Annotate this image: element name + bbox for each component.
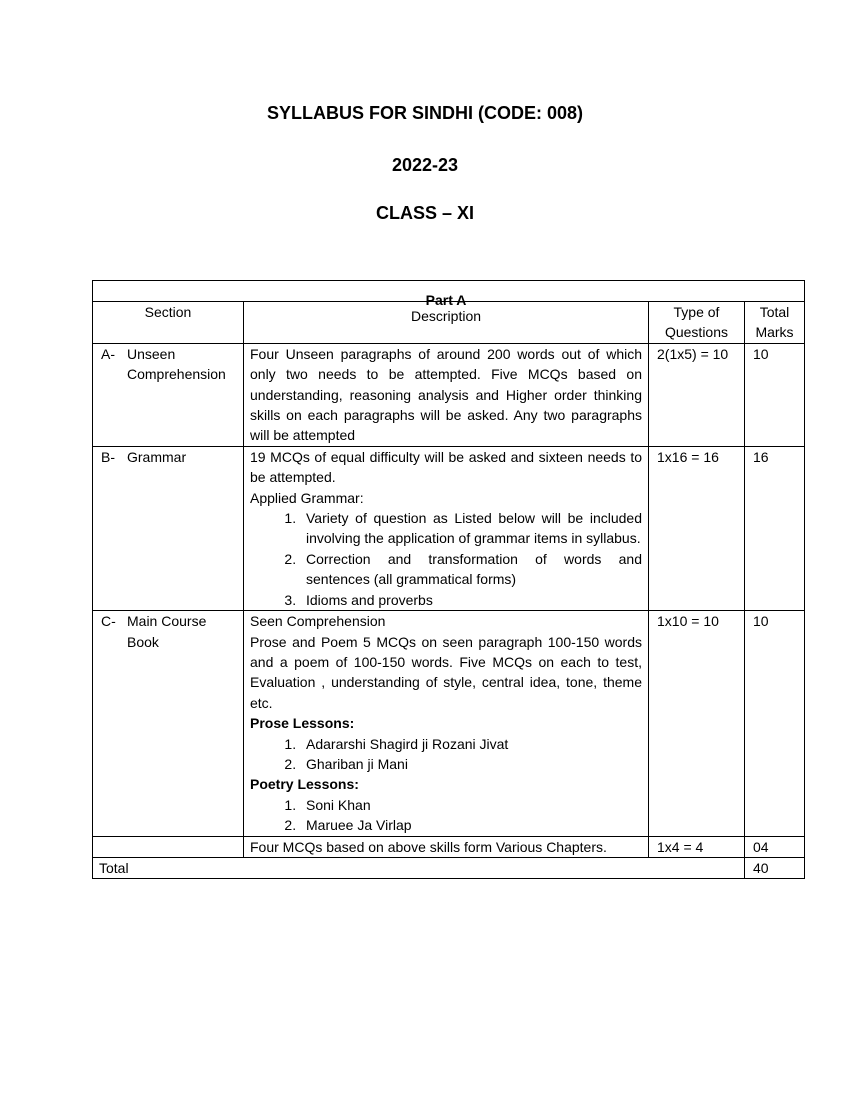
section-letter: C- <box>101 613 116 630</box>
list-item: 2. Maruee Ja Virlap <box>300 815 642 835</box>
description-header-label: Description <box>410 308 482 324</box>
type-header: Type of Questions <box>649 302 745 344</box>
table-row <box>93 836 805 857</box>
section-letter: B- <box>101 448 115 465</box>
description-cell <box>244 611 649 836</box>
description-cell: Four Unseen paragraphs of around 200 words out of which only two needs to be attempted. Five MCQs based on understanding, reasoning analysis and Higher order thinking skills on each paragraphs will be asked. Any two paragraphs will be attempted <box>244 343 649 446</box>
section-cell <box>93 611 244 836</box>
list-item: 1. Variety of question as Listed below will be included involving the application of grammar items in syllabus. <box>300 508 642 549</box>
section-letter: A- <box>101 345 115 362</box>
marks-cell: 10 <box>745 611 805 836</box>
type-cell: 1x10 = 10 <box>649 611 745 836</box>
grammar-list <box>250 508 642 610</box>
poetry-heading: Poetry Lessons: <box>250 776 359 793</box>
description-cell: Four MCQs based on above skills form Various Chapters. <box>244 836 649 857</box>
marks-cell: 04 <box>745 836 805 857</box>
list-item: 1. Adararshi Shagird ji Rozani Jivat <box>300 734 642 754</box>
total-row <box>93 857 805 878</box>
table-row <box>93 446 805 610</box>
list-item: 2. Ghariban ji Mani <box>300 754 642 774</box>
list-item: 2. Correction and transformation of words and sentences (all grammatical forms) <box>300 549 642 590</box>
list-item: 1. Soni Khan <box>300 795 642 815</box>
section-name: Unseen Comprehension <box>127 345 226 383</box>
description-cell <box>244 446 649 610</box>
type-cell: 1x4 = 4 <box>649 836 745 857</box>
prose-heading: Prose Lessons: <box>250 715 355 732</box>
poetry-list <box>250 795 642 836</box>
sub-heading: Applied Grammar: <box>250 489 364 506</box>
class-label: CLASS – XI <box>375 203 475 223</box>
type-cell: 1x16 = 16 <box>649 446 745 610</box>
section-header: Section <box>93 302 244 344</box>
table-row <box>93 611 805 836</box>
total-label: Total <box>93 857 745 878</box>
description-text: 19 MCQs of equal difficulty will be asked and sixteen needs to be attempted. <box>250 448 642 486</box>
marks-cell: 10 <box>745 343 805 446</box>
description-text: Prose and Poem 5 MCQs on seen paragraph 100-150 words and a poem of 100-150 words. Five MCQs on each to test, Evaluation , understanding of style, central idea, tone, theme etc. <box>250 633 642 711</box>
syllabus-table <box>92 280 805 879</box>
list-item: 3. Idioms and proverbs <box>300 590 642 610</box>
table-row <box>93 343 805 446</box>
section-cell <box>93 343 244 446</box>
academic-year: 2022-23 <box>391 155 459 175</box>
marks-header: Total Marks <box>745 302 805 344</box>
type-cell: 2(1x5) = 10 <box>649 343 745 446</box>
document-title: SYLLABUS FOR SINDHI (CODE: 008) <box>266 103 584 123</box>
section-cell <box>93 836 244 857</box>
prose-list <box>250 734 642 775</box>
marks-cell: 16 <box>745 446 805 610</box>
part-a-label: Part A <box>425 292 467 308</box>
intro-text: Seen Comprehension <box>250 613 386 630</box>
description-header <box>244 292 649 344</box>
section-name: Main Course Book <box>127 613 207 650</box>
total-marks: 40 <box>745 857 805 878</box>
table-header-row <box>93 302 805 344</box>
section-name: Grammar <box>127 448 187 465</box>
section-cell <box>93 446 244 610</box>
